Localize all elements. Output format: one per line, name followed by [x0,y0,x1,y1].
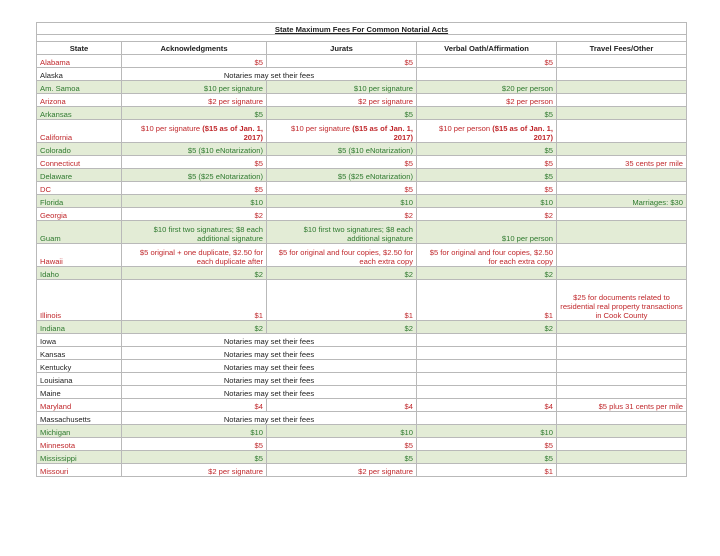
travel-cell [557,120,687,143]
jurat-cell: $2 per signature [267,464,417,477]
acknowledgment-cell-new-rate: ($15 as of Jan. 1, 2017) [202,124,263,142]
header-row [37,42,687,55]
table-row [37,143,687,156]
travel-cell [557,464,687,477]
state-cell: Michigan [37,425,122,438]
header-state: State [37,42,122,55]
state-cell: Delaware [37,169,122,182]
travel-cell [557,55,687,68]
oath-cell: $5 [417,438,557,451]
state-cell: Kansas [37,347,122,360]
travel-cell [557,451,687,464]
oath-cell [417,334,557,347]
table-row [37,412,687,425]
state-cell: Maine [37,386,122,399]
jurat-cell: $5 [267,182,417,195]
travel-cell: $5 plus 31 cents per mile [557,399,687,412]
oath-cell: $20 per person [417,81,557,94]
jurat-cell: $10 [267,425,417,438]
jurat-cell: $1 [267,280,417,321]
jurat-cell: $2 [267,208,417,221]
oath-cell: $5 [417,55,557,68]
oath-cell [417,386,557,399]
jurat-cell: $2 per signature [267,94,417,107]
acknowledgment-cell: $5 ($10 eNotarization) [122,143,267,156]
table-row [37,360,687,373]
acknowledgment-cell: $10 first two signatures; $8 each additional signature [122,221,267,244]
fees-note-cell: Notaries may set their fees [122,412,417,425]
oath-cell [417,360,557,373]
travel-cell [557,438,687,451]
state-cell: Hawaii [37,244,122,267]
header-verbal-oath: Verbal Oath/Affirmation [417,42,557,55]
oath-cell [417,120,557,143]
oath-cell: $10 per person [417,221,557,244]
oath-cell: $1 [417,464,557,477]
table-row [37,373,687,386]
table-row [37,182,687,195]
fees-note-cell: Notaries may set their fees [122,347,417,360]
travel-cell [557,182,687,195]
state-cell: Colorado [37,143,122,156]
state-cell: Indiana [37,321,122,334]
oath-cell: $2 [417,208,557,221]
table-row [37,425,687,438]
state-cell: Illinois [37,280,122,321]
acknowledgment-cell: $2 [122,267,267,280]
travel-cell [557,321,687,334]
acknowledgment-cell: $5 [122,156,267,169]
table-row [37,107,687,120]
travel-cell [557,386,687,399]
table-row [37,280,687,321]
jurat-cell: $5 [267,451,417,464]
oath-cell: $10 [417,425,557,438]
acknowledgment-cell: $5 [122,438,267,451]
acknowledgment-cell: $2 per signature [122,464,267,477]
jurat-cell: $5 [267,438,417,451]
travel-cell: $25 for documents related to residential real property transactions in Cook County [557,280,687,321]
state-cell: DC [37,182,122,195]
acknowledgment-cell: $5 [122,107,267,120]
table-row [37,321,687,334]
acknowledgment-cell: $10 per signature [122,81,267,94]
travel-cell: Marriages: $30 [557,195,687,208]
oath-cell: $10 [417,195,557,208]
jurat-cell [267,120,417,143]
table-row [37,347,687,360]
jurat-cell: $10 first two signatures; $8 each additional signature [267,221,417,244]
table-row [37,399,687,412]
travel-cell [557,107,687,120]
table-row [37,169,687,182]
jurat-cell: $2 [267,321,417,334]
oath-cell: $5 [417,451,557,464]
spacer-row [37,35,687,42]
travel-cell [557,169,687,182]
acknowledgment-cell: $5 [122,55,267,68]
jurat-cell-text: $10 per signature [291,124,353,133]
table-row [37,94,687,107]
state-cell: Idaho [37,267,122,280]
table-row [37,334,687,347]
jurat-cell: $5 [267,107,417,120]
state-cell: Louisiana [37,373,122,386]
fees-note-cell: Notaries may set their fees [122,334,417,347]
table-row [37,221,687,244]
travel-cell: 35 cents per mile [557,156,687,169]
oath-cell-text: $10 per person [439,124,493,133]
oath-cell: $2 [417,321,557,334]
table-row [37,464,687,477]
state-cell: Am. Samoa [37,81,122,94]
acknowledgment-cell: $5 [122,451,267,464]
state-cell: Georgia [37,208,122,221]
fees-note-cell: Notaries may set their fees [122,373,417,386]
state-cell: Arizona [37,94,122,107]
acknowledgment-cell-text: $10 per signature [141,124,203,133]
travel-cell [557,425,687,438]
travel-cell [557,347,687,360]
table-row [37,244,687,267]
acknowledgment-cell: $2 per signature [122,94,267,107]
jurat-cell: $5 for original and four copies, $2.50 for each extra copy [267,244,417,267]
acknowledgment-cell: $2 [122,208,267,221]
state-cell: Florida [37,195,122,208]
travel-cell [557,267,687,280]
jurat-cell: $4 [267,399,417,412]
oath-cell [417,373,557,386]
table-title: State Maximum Fees For Common Notarial Acts [37,23,687,35]
table-row [37,68,687,81]
fees-note-cell: Notaries may set their fees [122,360,417,373]
acknowledgment-cell: $10 [122,425,267,438]
state-cell: Alabama [37,55,122,68]
acknowledgment-cell: $10 [122,195,267,208]
travel-cell [557,244,687,267]
travel-cell [557,412,687,425]
oath-cell: $5 for original and four copies, $2.50 for each extra copy [417,244,557,267]
oath-cell: $5 [417,169,557,182]
oath-cell: $5 [417,182,557,195]
title-row [37,23,687,35]
jurat-cell: $10 per signature [267,81,417,94]
oath-cell: $4 [417,399,557,412]
header-travel-fees: Travel Fees/Other [557,42,687,55]
travel-cell [557,81,687,94]
oath-cell [417,68,557,81]
jurat-cell: $5 ($25 eNotarization) [267,169,417,182]
acknowledgment-cell [122,120,267,143]
travel-cell [557,221,687,244]
travel-cell [557,334,687,347]
jurat-cell-new-rate: ($15 as of Jan. 1, 2017) [352,124,413,142]
table-row [37,120,687,143]
oath-cell [417,412,557,425]
travel-cell [557,68,687,81]
fee-table-sheet [36,22,686,477]
state-cell: Iowa [37,334,122,347]
table-row [37,81,687,94]
travel-cell [557,208,687,221]
oath-cell: $5 [417,143,557,156]
fees-note-cell: Notaries may set their fees [122,68,417,81]
table-row [37,386,687,399]
jurat-cell: $10 [267,195,417,208]
table-row [37,451,687,464]
acknowledgment-cell: $2 [122,321,267,334]
header-jurats: Jurats [267,42,417,55]
state-cell: Maryland [37,399,122,412]
header-acknowledgments: Acknowledgments [122,42,267,55]
state-cell: Missouri [37,464,122,477]
travel-cell [557,143,687,156]
state-cell: California [37,120,122,143]
state-cell: Arkansas [37,107,122,120]
travel-cell [557,373,687,386]
state-cell: Guam [37,221,122,244]
oath-cell: $1 [417,280,557,321]
travel-cell [557,360,687,373]
table-row [37,267,687,280]
oath-cell: $2 [417,267,557,280]
acknowledgment-cell: $5 original + one duplicate, $2.50 for each duplicate after [122,244,267,267]
state-cell: Massachusetts [37,412,122,425]
travel-cell [557,94,687,107]
fees-note-cell: Notaries may set their fees [122,386,417,399]
acknowledgment-cell: $1 [122,280,267,321]
oath-cell-new-rate: ($15 as of Jan. 1, 2017) [492,124,553,142]
jurat-cell: $5 [267,55,417,68]
acknowledgment-cell: $4 [122,399,267,412]
acknowledgment-cell: $5 [122,182,267,195]
acknowledgment-cell: $5 ($25 eNotarization) [122,169,267,182]
jurat-cell: $5 ($10 eNotarization) [267,143,417,156]
state-cell: Mississippi [37,451,122,464]
notarial-fees-table [36,22,687,477]
table-row [37,208,687,221]
jurat-cell: $2 [267,267,417,280]
table-row [37,55,687,68]
state-cell: Kentucky [37,360,122,373]
jurat-cell: $5 [267,156,417,169]
state-cell: Alaska [37,68,122,81]
table-row [37,156,687,169]
state-cell: Connecticut [37,156,122,169]
oath-cell: $5 [417,156,557,169]
oath-cell [417,347,557,360]
oath-cell: $5 [417,107,557,120]
table-row [37,195,687,208]
state-cell: Minnesota [37,438,122,451]
table-row [37,438,687,451]
oath-cell: $2 per person [417,94,557,107]
